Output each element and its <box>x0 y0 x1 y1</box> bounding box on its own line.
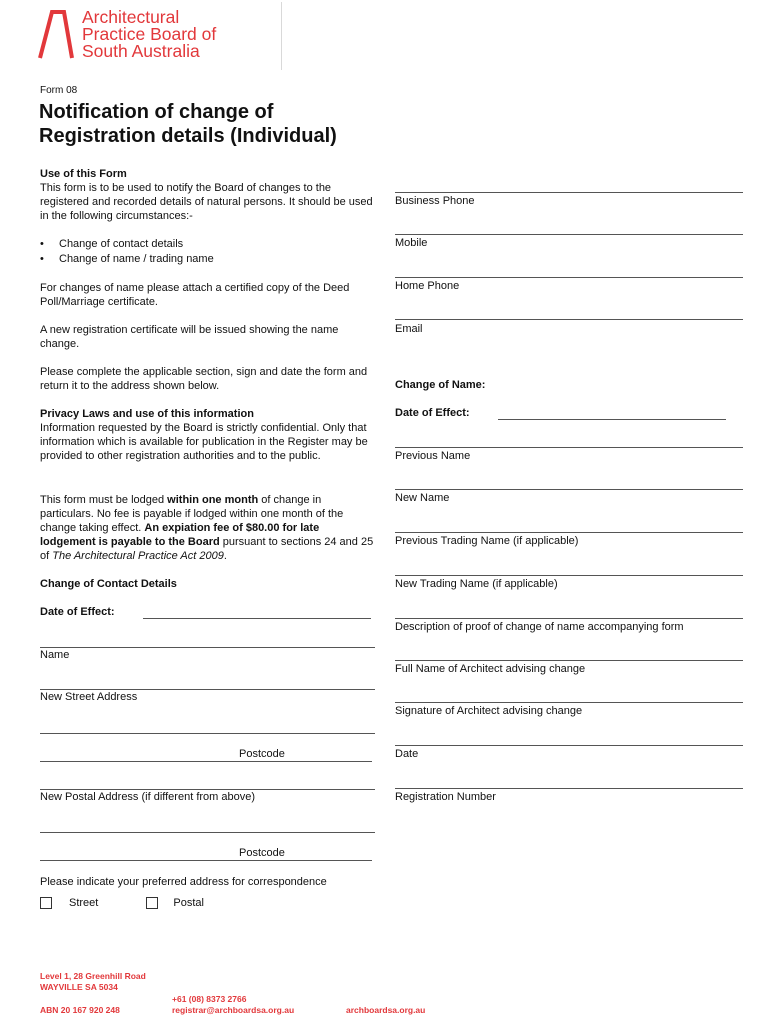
proof-description-field[interactable] <box>395 618 743 619</box>
name-field[interactable] <box>40 647 375 648</box>
street-address-field[interactable] <box>40 689 375 690</box>
contact-date-of-effect-field[interactable] <box>143 618 371 619</box>
bullet-icon: • <box>40 253 44 265</box>
lodgement-text: This form must be lodged within one month of change in particulars. No fee is payable if lodged within one month of the change taking effect. An expiation fee of $80.00 for late lodgement is payable to the Board pursuant to sections 24 and 25 of The Architectural Practice Act 2009. <box>40 494 374 562</box>
street-checkbox[interactable] <box>40 897 52 909</box>
new-name-field[interactable] <box>395 489 743 490</box>
logo-wordmark <box>82 9 216 60</box>
architect-name-label: Full Name of Architect advising change <box>395 663 586 675</box>
contact-details-heading: Change of Contact Details <box>40 578 177 590</box>
previous-trading-name-field[interactable] <box>395 532 743 533</box>
name-date-of-effect-label: Date of Effect: <box>395 407 470 419</box>
footer-address-line-2: WAYVILLE SA 5034 <box>40 982 118 992</box>
footer-address-line-1: Level 1, 28 Greenhill Road <box>40 971 146 981</box>
name-label: Name <box>40 649 70 661</box>
business-phone-label: Business Phone <box>395 195 475 207</box>
proof-description-label: Description of proof of change of name accompanying form <box>395 621 684 633</box>
home-phone-field[interactable] <box>395 277 743 278</box>
postal-option-label: Postal <box>173 897 204 909</box>
title-line-1: Notification of change of <box>39 101 274 123</box>
registration-number-label: Registration Number <box>395 791 496 803</box>
privacy-heading: Privacy Laws and use of this information <box>40 408 254 420</box>
new-name-label: New Name <box>395 492 450 504</box>
use-of-form-text: This form is to be used to notify the Board of changes to the registered and recorded details of natural persons. It should be used in the following circumstances:- <box>40 182 373 222</box>
complete-instructions: Please complete the applicable section, sign and date the form and return it to the address shown below. <box>40 366 368 392</box>
footer-phone: +61 (08) 8373 2766 <box>172 994 247 1004</box>
postal-address-field[interactable] <box>40 789 375 790</box>
email-label: Email <box>395 323 423 335</box>
footer-contact <box>172 994 294 1016</box>
logo-divider <box>281 2 282 70</box>
list-item: • Change of name / trading name <box>40 253 214 265</box>
deed-poll-text: For changes of name please attach a certified copy of the Deed Poll/Marriage certificate. <box>40 282 350 308</box>
privacy-text: Information requested by the Board is strictly confidential. Only that information which is available for publication in the Register may be provided to other registration authorities and to the public. <box>40 422 368 462</box>
email-field[interactable] <box>395 319 743 320</box>
footer-address <box>40 971 146 993</box>
business-phone-field[interactable] <box>395 192 743 193</box>
preferred-address-options <box>40 897 204 909</box>
apbsa-logo-icon <box>38 8 74 60</box>
home-phone-label: Home Phone <box>395 280 460 292</box>
logo-line-3: South Australia <box>82 41 200 61</box>
date-field[interactable] <box>395 745 743 746</box>
footer-email-link[interactable]: registrar@archboardsa.org.au <box>172 1005 295 1015</box>
footer-abn: ABN 20 167 920 248 <box>40 1005 120 1015</box>
title-line-2: Registration details (Individual) <box>39 125 337 147</box>
footer-website-link[interactable]: archboardsa.org.au <box>346 1005 426 1015</box>
logo-line-1: Architectural <box>82 7 180 27</box>
architect-signature-field[interactable] <box>395 702 743 703</box>
form-number: Form 08 <box>40 85 78 96</box>
previous-name-field[interactable] <box>395 447 743 448</box>
previous-trading-name-label: Previous Trading Name (if applicable) <box>395 535 579 547</box>
date-label: Date <box>395 748 419 760</box>
postal-checkbox[interactable] <box>146 897 158 909</box>
street-address-line-2-field[interactable] <box>40 733 375 734</box>
registration-number-field[interactable] <box>395 788 743 789</box>
postal-address-line-2-field[interactable] <box>40 832 375 833</box>
contact-date-of-effect-label: Date of Effect: <box>40 606 115 618</box>
street-postcode-label: Postcode <box>239 748 285 760</box>
street-option-label: Street <box>69 897 99 909</box>
street-address-label: New Street Address <box>40 691 138 703</box>
change-of-name-heading: Change of Name: <box>395 379 486 391</box>
architect-name-field[interactable] <box>395 660 743 661</box>
circumstances-list <box>40 237 214 267</box>
certificate-text: A new registration certificate will be issued showing the name change. <box>40 324 339 350</box>
mobile-label: Mobile <box>395 237 428 249</box>
postal-address-label: New Postal Address (if different from above) <box>40 791 256 803</box>
page-title <box>39 100 337 148</box>
logo-line-2: Practice Board of <box>82 24 217 44</box>
use-of-form-heading: Use of this Form <box>40 168 127 180</box>
preferred-address-label: Please indicate your preferred address for correspondence <box>40 876 327 888</box>
new-trading-name-label: New Trading Name (if applicable) <box>395 578 558 590</box>
postal-postcode-field[interactable] <box>40 860 372 861</box>
previous-name-label: Previous Name <box>395 450 471 462</box>
bullet-icon: • <box>40 238 44 250</box>
postal-postcode-label: Postcode <box>239 847 285 859</box>
mobile-field[interactable] <box>395 234 743 235</box>
new-trading-name-field[interactable] <box>395 575 743 576</box>
architect-signature-label: Signature of Architect advising change <box>395 705 583 717</box>
name-date-of-effect-field[interactable] <box>498 419 726 420</box>
list-item: • Change of contact details <box>40 238 184 250</box>
street-postcode-field[interactable] <box>40 761 372 762</box>
